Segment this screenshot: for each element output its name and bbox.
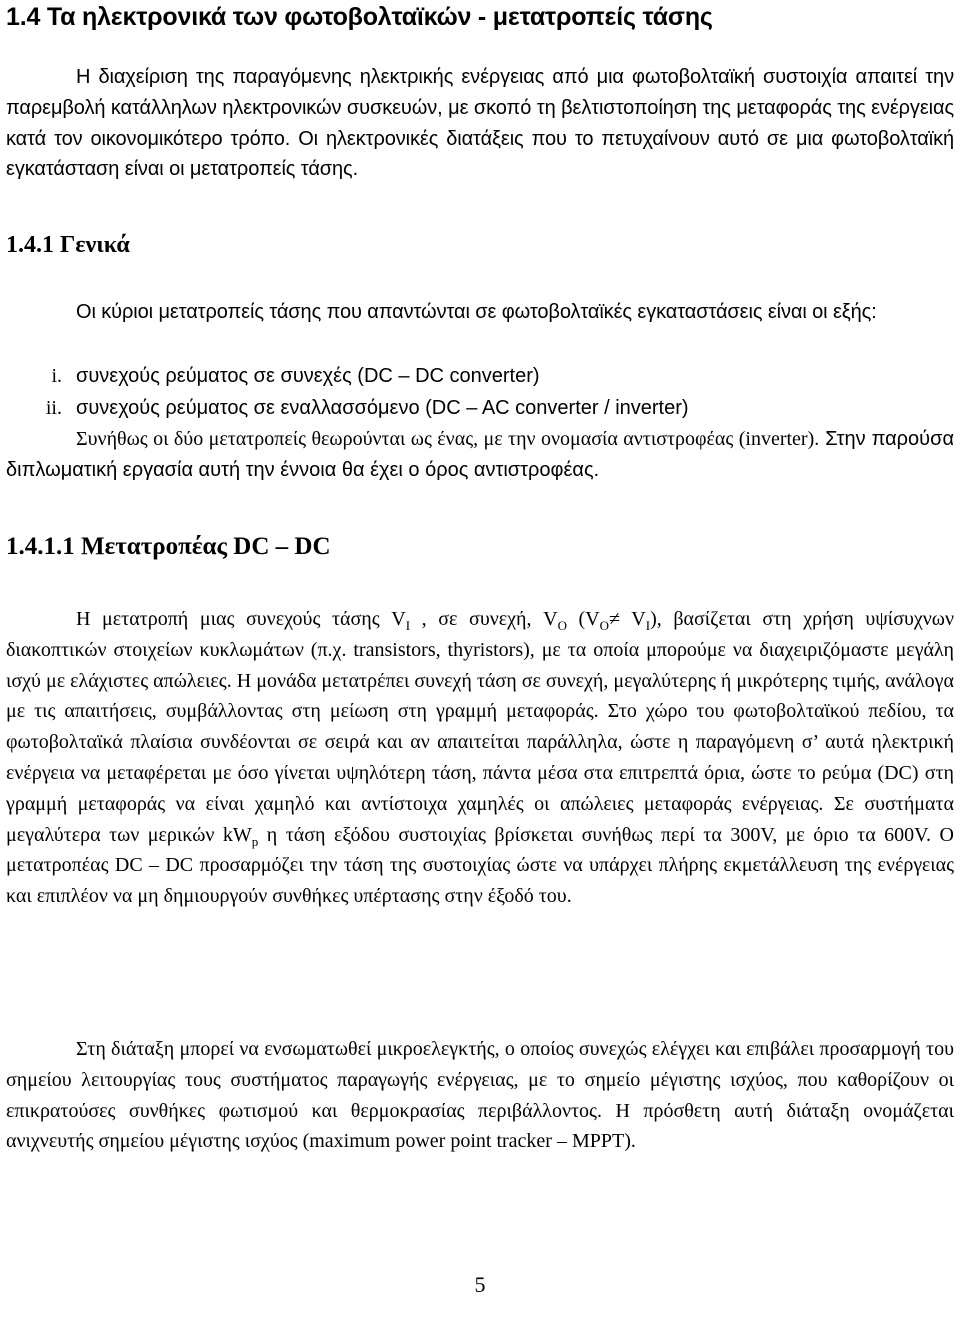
list-item-text: συνεχούς ρεύματος σε εναλλασσόμενο (DC – AC converter / inverter) — [76, 397, 689, 419]
dcdc-text: η τάση εξόδου συστοιχίας βρίσκεται συνήθως περί τα 300V, με όριο τα 600V. — [258, 823, 932, 846]
general-intro-text: Οι κύριοι μετατροπείς τάσης που απαντώνται σε φωτοβολταϊκές εγκαταστάσεις είναι οι εξής: — [76, 301, 877, 323]
inverter-note-paragraph — [6, 424, 954, 486]
inverter-note-part1: Συνήθως οι δύο μετατροπείς θεωρούνται ως ένας, με την ονομασία αντιστροφέας (inverter). — [76, 428, 820, 450]
intro-paragraph-text: Η διαχείριση της παραγόμενης ηλεκτρικής ενέργειας από μια φωτοβολταϊκή συστοιχία απαιτεί την παρεμβολή κατάλληλων ηλεκτρονικών συσκευών, με σκοπό τη βελτιστοποίηση της μεταφοράς της ενέργειας κατά τον οικονομικότερο τρόπο. Οι ηλεκτρονικές διατάξεις που το πετυχαίνουν αυτό σε μια φωτοβολταϊκή εγκατάσταση είναι οι μετατροπείς τάσης. — [6, 66, 954, 181]
dcdc-text: Η μονάδα μετατρέπει συνεχή τάση σε συνεχή, μεγαλύτερης ή μικρότερης τιμής, ανάλογα με τις απαιτήσεις, συμβάλλοντας στη μείωση στη γραμμή μεταφοράς. — [6, 669, 954, 723]
list-item-text: συνεχούς ρεύματος σε συνεχές (DC – DC converter) — [76, 365, 540, 387]
dcdc-text: ), βασίζεται στη χρήση υψίσυχνων διακοπτικών στοιχείων κυκλωμάτων (π.χ. transistors, thyristors), με τα οποία μπορούμε να διαχειριζόμαστε μεγάλη ισχύ με ελάχιστες απώλειες. — [6, 608, 955, 692]
dcdc-text: (V — [566, 608, 600, 630]
section-title: 1.4 Τα ηλεκτρονικά των φωτοβολταϊκών - μετατροπείς τάσης — [6, 3, 713, 31]
dcdc-text: , σε συνεχή, V — [410, 608, 558, 630]
general-intro-paragraph — [6, 297, 954, 328]
dcdc-text: Στο χώρο του φωτοβολταϊκού πεδίου, τα φωτοβολταϊκά πλαίσια συνδέονται σε σειρά και αν απαιτείται παράλληλα, ώστε η παραγόμενη σ’ αυτά ηλεκτρική ενέργεια να μεταφέρεται με όσο γίνεται υψηλότερη τάση, πάντα μέσα στα επιτρεπτά όρια, ώστε το ρεύμα (DC) στη γραμμή μεταφοράς να είναι χαμηλό και αντίστοιχα χαμηλές οι απώλειες μεταφοράς ενέργειας. — [6, 700, 954, 815]
dcdc-text: ≠ V — [609, 608, 646, 630]
subscript-output: O — [557, 618, 567, 633]
list-item-number: i. — [51, 365, 62, 387]
dcdc-text: Σε συστήματα μεγαλύτερα των μερικών kW — [6, 792, 955, 846]
list-item — [6, 393, 689, 423]
subscript-input: I — [405, 618, 411, 633]
dcdc-paragraph-2 — [6, 1034, 954, 1157]
inverter-note-part2: Στην παρούσα διπλωματική εργασία αυτή την έννοια θα έχει ο όρος αντιστροφέας. — [6, 428, 955, 481]
intro-paragraph — [6, 62, 954, 185]
list-item-number: ii. — [45, 397, 62, 419]
dcdc-paragraph-2-text: Στη διάταξη μπορεί να ενσωματωθεί μικροελεγκτής, ο οποίος συνεχώς ελέγχει και επιβάλει προσαρμογή του σημείου λειτουργίας τους συστήματος παραγωγής ενέργειας, με το σημείο μέγιστης ισχύος, που καθορίζουν οι επικρατούσες συνθήκες φωτισμού και θερμοκρασίας περιβάλλοντος. Η πρόσθετη αυτή διάταξη ονομάζεται ανιχνευτής σημείου μέγιστης ισχύος (maximum power point tracker – MPPT). — [6, 1038, 954, 1153]
dcdc-text: Ο μετατροπέας DC – DC προσαρμόζει την τάση της συστοιχίας ώστε να υπάρχει πλήρης εκμετάλλευση της ενέργειας και επιπλέον να μη δημιουργούν συνθήκες υπέρτασης στην έξοδό του. — [6, 823, 954, 908]
list-item — [6, 361, 540, 391]
dcdc-paragraph-1 — [6, 604, 954, 912]
subscript-output: O — [599, 618, 610, 633]
page-number: 5 — [474, 1272, 486, 1297]
subsection-dcdc-title: 1.4.1.1 Μετατροπέας DC – DC — [6, 533, 331, 560]
subscript-peak: p — [251, 833, 259, 849]
dcdc-text: Η μετατροπή μιας συνεχούς τάσης V — [76, 608, 406, 630]
subsection-general-title: 1.4.1 Γενικά — [6, 232, 130, 258]
subscript-input: I — [645, 618, 651, 633]
